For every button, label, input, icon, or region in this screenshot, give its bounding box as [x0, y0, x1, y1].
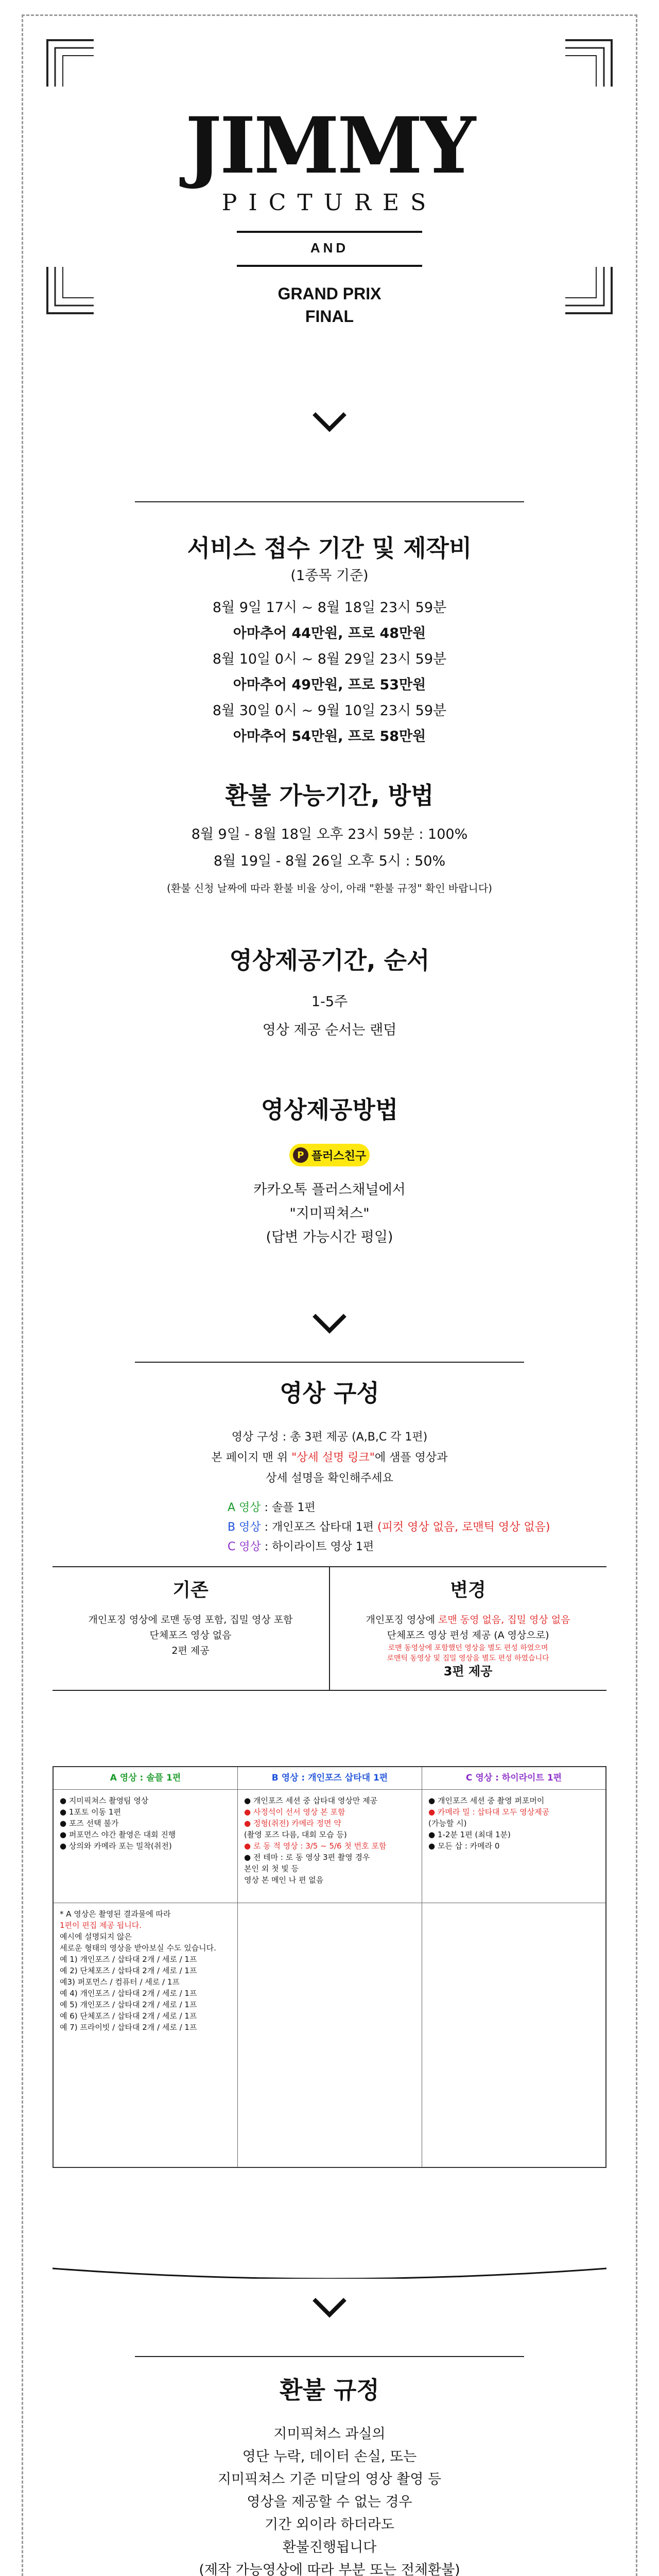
delivery-title: 영상제공기간, 순서 — [229, 946, 430, 974]
compare-before-l3: 2편 제공 — [171, 1645, 210, 1656]
method-line1: 카카오톡 플러스채널에서 — [253, 1182, 406, 1198]
video-b-text: : 개인포즈 삽타대 1편 — [261, 1521, 377, 1534]
grid-a-item: ● 상의와 카메라 포는 밀착(취전) — [60, 1841, 172, 1851]
method-line3: (답변 가능시간 평일) — [266, 1229, 393, 1245]
video-b-note: (피컷 영상 없음, 로맨틱 영상 없음) — [377, 1521, 550, 1534]
compare-after-l2: 단체포즈 영상 편성 제공 (A 영상으로) — [387, 1630, 549, 1641]
grid-b-item: 본인 외 첫 빛 등 — [244, 1864, 299, 1873]
grid-a-item: ● 1포토 이동 1편 — [60, 1807, 121, 1817]
video-b-item — [228, 1518, 550, 1537]
event-title — [22, 282, 637, 328]
compare-after-note1: 로맨 동영상에 포함했던 영상을 별도 편성 하였으며 — [388, 1644, 548, 1652]
logo-divider-bottom — [237, 265, 422, 267]
service-price-3: 아마추어 54만원, 프로 58만원 — [233, 728, 426, 744]
chevron-down-icon — [304, 2292, 355, 2323]
service-price-2: 아마추어 49만원, 프로 53만원 — [233, 677, 426, 693]
refund-period-line1: 8월 9일 - 8월 18일 오후 23시 59분 : 100% — [191, 826, 468, 842]
video-c-label: C 영상 — [228, 1540, 261, 1553]
grid-note-line: * A 영상은 촬영된 결과물에 따라 — [60, 1909, 171, 1919]
method-line2: "지미픽쳐스" — [289, 1206, 370, 1222]
refund-line: 지미픽쳐스 과실의 — [273, 2426, 386, 2442]
refund-rules-p1 — [22, 2423, 637, 2576]
compare-before-l1: 개인포징 영상에 로맨 동영 포함, 집밀 영상 포함 — [88, 1614, 293, 1625]
grid-note-cell — [54, 1903, 238, 2167]
grid-c-item: ● 모든 삽 : 카메라 0 — [428, 1841, 500, 1851]
refund-line: 지미픽쳐스 기준 미달의 영상 촬영 등 — [217, 2471, 442, 2487]
compare-after-l1a: 개인포징 영상에 — [366, 1614, 439, 1625]
event-title-line1: GRAND PRIX — [278, 284, 381, 303]
detail-link-text[interactable]: "상세 설명 링크" — [291, 1451, 375, 1464]
refund-line: 환불진행됩니다 — [282, 2539, 377, 2555]
refund-line: 기간 외이라 하더라도 — [265, 2517, 394, 2533]
refund-line: 영상을 제공할 수 없는 경우 — [247, 2494, 412, 2510]
compare-after-note2: 로맨틱 동영상 및 집밀 영상을 별도 편성 하였습니다 — [387, 1654, 549, 1663]
compare-before — [53, 1575, 328, 1658]
and-label: AND — [310, 240, 349, 256]
video-c-text: : 하이라이트 영상 1편 — [261, 1540, 374, 1553]
grid-empty-cell-b — [238, 1903, 422, 2167]
grid-a-item: ● 지미픽쳐스 촬영팀 영상 — [60, 1796, 149, 1805]
corner-ornament-top-right — [560, 35, 617, 92]
refund-period-title: 환불 가능기간, 방법 — [225, 782, 434, 809]
delivery-line1: 1-5주 — [311, 994, 348, 1010]
grid-c-item: ● 1-2분 1편 (최대 1분) — [428, 1830, 511, 1839]
grid-note-item: 예 5) 개인포즈 / 삽타대 2개 / 세로 / 1프 — [60, 2000, 197, 2009]
grid-b-item: ● 사정석이 선서 영상 본 포함 — [244, 1807, 345, 1817]
service-period-2: 8월 10일 0시 ~ 8월 29일 23시 59분 — [212, 651, 447, 667]
composition-line3: 상세 설명을 확인해주세요 — [266, 1472, 393, 1485]
section-divider — [135, 501, 524, 502]
grid-note-item: 예 4) 개인포즈 / 삽타대 2개 / 세로 / 1프 — [60, 1989, 197, 1998]
event-title-line2: FINAL — [305, 307, 354, 326]
grid-cell-c — [422, 1790, 605, 1903]
grid-note-item: 예 7) 프라이빗 / 삽타대 2개 / 세로 / 1프 — [60, 2023, 197, 2032]
service-subtitle: (1종목 기준) — [290, 568, 369, 584]
compare-after — [330, 1575, 606, 1679]
composition-line1: 영상 구성 : 총 3편 제공 (A,B,C 각 1편) — [231, 1431, 428, 1444]
service-period-3: 8월 30일 0시 ~ 9월 10일 23시 59분 — [212, 703, 447, 719]
grid-cell-b — [238, 1790, 422, 1903]
video-a-text: : 솔플 1편 — [261, 1501, 316, 1514]
video-a-item — [228, 1498, 550, 1518]
grid-b-item: ● 전 테마 : 로 동 영상 3편 촬영 경우 — [244, 1853, 370, 1862]
compare-after-l1 — [330, 1612, 606, 1628]
wave-divider — [53, 2258, 606, 2279]
grid-b-item: (촬영 포즈 다름, 대회 모습 등) — [244, 1830, 347, 1839]
grid-note-item: 예3) 퍼포먼스 / 컴퓨터 / 세로 / 1프 — [60, 1977, 180, 1987]
grid-empty-cell-c — [422, 1903, 605, 2167]
grid-c-item: ● 카메라 밀 : 삽타대 모두 영상제공 — [428, 1807, 550, 1817]
method-title: 영상제공방법 — [261, 1096, 398, 1124]
composition-line2-a: 본 페이지 맨 위 — [211, 1451, 292, 1464]
service-title: 서비스 접수 기간 및 제작비 — [187, 534, 472, 562]
compare-after-l1b: 로맨 동영 없음, 집밀 영상 없음 — [438, 1614, 570, 1625]
section-divider — [135, 2356, 524, 2357]
grid-note-item: 예 2) 단체포즈 / 삽타대 2개 / 세로 / 1프 — [60, 1966, 197, 1975]
corner-ornament-top-left — [42, 35, 99, 92]
video-b-label: B 영상 — [228, 1521, 261, 1534]
grid-c-item: (가능할 시) — [428, 1819, 467, 1828]
composition-list — [228, 1498, 550, 1557]
grid-a-item: ● 퍼포먼스 야간 촬영은 대회 진행 — [60, 1830, 176, 1839]
compare-bottom-line — [53, 1690, 606, 1691]
kakao-label: 플러스친구 — [311, 1149, 367, 1163]
content — [22, 14, 637, 2576]
refund-period-line2: 8월 19일 - 8월 26일 오후 5시 : 50% — [213, 853, 446, 869]
grid-head-a: A 영상 : 솔플 1편 — [54, 1767, 238, 1790]
grid-b-item: ● 로 동 적 영상 : 3/5 ~ 5/6 첫 번호 포함 — [244, 1841, 387, 1851]
grid-note-line: 예시에 설명되지 않은 — [60, 1932, 132, 1941]
refund-period-note: (환불 신청 날짜에 따라 환불 비율 상이, 아래 "환불 규정" 확인 바랍니다) — [167, 882, 492, 894]
grid-head-b: B 영상 : 개인포즈 삽타대 1편 — [238, 1767, 422, 1790]
compare-before-l2: 단체포즈 영상 없음 — [149, 1630, 232, 1641]
video-c-item — [228, 1537, 550, 1557]
kakao-plus-friend-badge[interactable] — [289, 1144, 370, 1166]
compare-after-head: 변경 — [450, 1580, 486, 1601]
grid-note-item: 예 6) 단체포즈 / 삽타대 2개 / 세로 / 1프 — [60, 2011, 197, 2021]
grid-cell-a — [54, 1790, 238, 1903]
grid-note-line: 1편이 편집 제공 됩니다. — [60, 1921, 142, 1930]
compare-before-head: 기존 — [172, 1580, 209, 1601]
grid-b-item: ● 정형(취전) 카메라 정면 약 — [244, 1819, 341, 1828]
refund-line: 영단 누락, 데이터 손실, 또는 — [242, 2449, 417, 2465]
refund-line: (제작 가능영상에 따라 부분 또는 전체환불) — [199, 2562, 460, 2576]
chevron-down-icon — [304, 1308, 355, 1338]
grid-b-item: 영상 본 메인 나 편 없음 — [244, 1875, 324, 1885]
composition-title: 영상 구성 — [280, 1379, 379, 1407]
grid-head-c: C 영상 : 하이라이트 1편 — [422, 1767, 605, 1790]
chevron-down-icon — [304, 406, 355, 437]
delivery-line2: 영상 제공 순서는 랜덤 — [262, 1022, 397, 1038]
brand-logo-subtitle: PICTURES — [221, 190, 438, 216]
kakao-icon: P — [293, 1147, 308, 1163]
composition-line2 — [22, 1447, 637, 1469]
logo-divider-top — [237, 231, 422, 233]
section-divider — [135, 1362, 524, 1363]
refund-rules-title: 환불 규정 — [280, 2376, 379, 2404]
compare-after-l3: 3편 제공 — [443, 1664, 493, 1679]
video-detail-grid — [53, 1766, 606, 2168]
brand-logo-title: JIMMY — [185, 100, 474, 191]
grid-note-item: 예 1) 개인포즈 / 삽타대 2개 / 세로 / 1프 — [60, 1955, 197, 1964]
grid-c-item: ● 개인포즈 세션 중 촬영 퍼포머이 — [428, 1796, 545, 1805]
service-price-1: 아마추어 44만원, 프로 48만원 — [233, 625, 426, 641]
video-a-label: A 영상 — [228, 1501, 261, 1514]
grid-a-item: ● 포즈 선택 불가 — [60, 1819, 119, 1828]
composition-line2-c: 에 샘플 영상과 — [374, 1451, 448, 1464]
grid-b-item: ● 개인포즈 세션 중 삽타대 영상만 제공 — [244, 1796, 378, 1805]
grid-note-line: 세로운 형태의 영상을 받아보실 수도 있습니다. — [60, 1943, 216, 1953]
service-period-1: 8월 9일 17시 ~ 8월 18일 23시 59분 — [212, 600, 447, 616]
